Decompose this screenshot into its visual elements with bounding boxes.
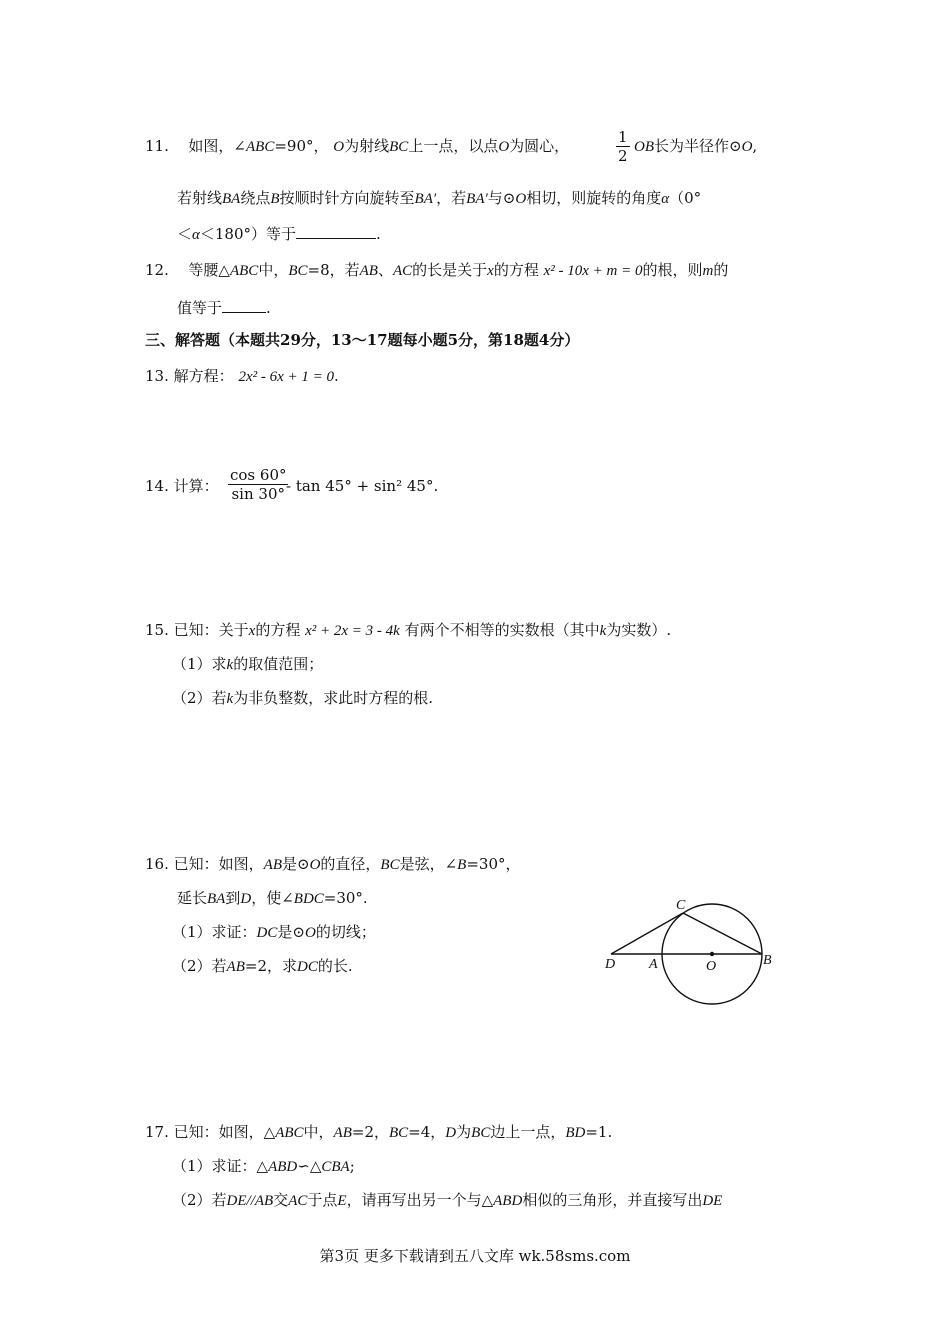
text: 的直径，	[320, 855, 381, 873]
equation: 2x² - 6x + 1 = 0	[238, 369, 334, 385]
text: AB	[359, 263, 378, 279]
text: ABC	[275, 1125, 304, 1141]
q15-part2	[172, 688, 433, 709]
text: 的方程	[493, 261, 539, 279]
text: 交	[273, 1191, 289, 1209]
text: =1.	[585, 1123, 613, 1141]
page-footer: 第3页 更多下载请到五八文库 wk.58sms.com	[319, 1247, 631, 1265]
text: BA′	[466, 191, 488, 207]
text: B	[270, 191, 280, 207]
text: O	[333, 139, 345, 155]
q17-part1	[172, 1156, 355, 1177]
text: k	[599, 623, 607, 639]
text: （2）若	[172, 957, 227, 975]
text: ,	[752, 137, 758, 155]
label-d: D	[605, 957, 616, 972]
text: 延长	[177, 889, 208, 907]
text: =2，求	[244, 957, 297, 975]
text: BA	[222, 191, 241, 207]
text: BC	[389, 1125, 409, 1141]
text: =30°，	[466, 855, 521, 873]
text: BD	[565, 1125, 586, 1141]
equation: x² - 10x + m = 0	[543, 263, 643, 279]
text: 到	[225, 889, 241, 907]
text: 的长.	[317, 957, 353, 975]
q14-fraction	[228, 466, 288, 503]
text: 是⊙	[281, 855, 310, 873]
label-c: C	[676, 898, 686, 913]
text: k	[226, 691, 234, 707]
text: AB	[263, 857, 282, 873]
q16-geometry-figure	[596, 890, 786, 1020]
q16-line2	[177, 888, 368, 909]
q16-part2	[172, 956, 353, 977]
text: ＜	[177, 225, 193, 243]
text: 的方程	[255, 621, 301, 639]
text: AB	[254, 1193, 274, 1209]
text: B	[457, 857, 467, 873]
text: ABD	[268, 1159, 298, 1175]
text: 、	[377, 261, 393, 279]
text: x	[487, 263, 494, 279]
text: D	[240, 891, 252, 907]
label-o: O	[706, 959, 717, 974]
text: =30°.	[323, 889, 368, 907]
text: 已知：关于	[173, 621, 249, 639]
text: x	[248, 623, 256, 639]
answer-blank[interactable]	[222, 298, 266, 313]
q11-number: 11.	[145, 137, 169, 155]
q13	[145, 366, 339, 387]
text: BC	[389, 139, 409, 155]
text: 已知：如图，	[173, 855, 264, 873]
fraction-denominator: sin 30°	[231, 485, 285, 503]
q11-line2	[177, 188, 701, 209]
text: （1）求证：	[172, 923, 257, 941]
q12-line1	[145, 260, 728, 281]
text: BC	[288, 263, 308, 279]
text: 为实数）.	[606, 621, 672, 639]
text: 边上一点，	[490, 1123, 566, 1141]
text: （0°	[669, 189, 702, 207]
text: .	[266, 299, 271, 317]
text: 计算：	[173, 477, 219, 495]
text: （2）若	[172, 689, 227, 707]
text: .	[433, 477, 439, 495]
text: 的长是关于	[412, 261, 488, 279]
q14-label	[145, 476, 219, 496]
line-dc	[611, 913, 683, 954]
q11-line1	[145, 136, 569, 157]
text: BA′	[414, 191, 437, 207]
text: ABC	[229, 263, 259, 279]
text: DC	[297, 959, 318, 975]
text: 解方程：	[173, 367, 234, 385]
text: 是⊙	[277, 923, 305, 941]
text: 若射线	[177, 189, 223, 207]
q14-number: 14.	[145, 477, 169, 495]
text: BDC	[293, 891, 324, 907]
fraction-numerator: 1	[618, 128, 628, 146]
text: k	[226, 657, 234, 673]
text: .	[376, 225, 381, 243]
text: α	[661, 191, 670, 207]
label-b: B	[763, 953, 772, 968]
text: 按顺时针方向旋转至	[279, 189, 415, 207]
q11-fraction	[616, 128, 630, 165]
text: =8，若	[307, 261, 360, 279]
text: OB	[634, 139, 654, 155]
q16-part1	[172, 922, 376, 943]
text: =90°，	[274, 137, 329, 155]
q11-line3	[177, 224, 381, 245]
text: BC	[380, 857, 400, 873]
text: ∽△	[297, 1157, 322, 1175]
text: CBA	[321, 1159, 350, 1175]
text: 相切，则旋转的角度	[526, 189, 662, 207]
text: 为非负整数，求此时方程的根.	[233, 689, 433, 707]
q15-part1	[172, 654, 323, 675]
fraction-numerator: cos 60°	[230, 466, 287, 484]
text: AC	[392, 263, 413, 279]
text: （2）若	[172, 1191, 227, 1209]
text: O	[304, 925, 316, 941]
text: ，使∠	[251, 889, 294, 907]
text: DC	[256, 925, 278, 941]
text: =2，	[351, 1123, 389, 1141]
text: 的	[713, 261, 729, 279]
text: 中，	[258, 261, 289, 279]
q17-line1	[145, 1122, 612, 1143]
text: O	[498, 139, 510, 155]
text: 的根，则	[642, 261, 703, 279]
text: ，请再写出另一个与△	[346, 1191, 494, 1209]
text: O	[309, 857, 321, 873]
text: m	[702, 263, 714, 279]
text: 为射线	[344, 137, 390, 155]
text: BC	[471, 1125, 491, 1141]
equation: x² + 2x = 3 - 4k	[305, 623, 400, 639]
text: 上一点，以点	[408, 137, 499, 155]
text: BA	[207, 891, 226, 907]
text: 的切线；	[315, 923, 376, 941]
q15-number: 15.	[145, 621, 169, 639]
text: //	[246, 1193, 255, 1209]
fraction-denominator: 2	[618, 147, 628, 165]
text: α	[192, 227, 200, 243]
text: ;	[349, 1157, 355, 1175]
q12-number: 12.	[145, 261, 169, 279]
text: DE	[702, 1193, 723, 1209]
text: O	[515, 191, 527, 207]
text: 于点	[307, 1191, 338, 1209]
text: AB	[333, 1125, 352, 1141]
q16-line1	[145, 854, 521, 875]
text: AC	[288, 1193, 308, 1209]
text: 是弦，∠	[399, 855, 458, 873]
line-cb	[683, 913, 762, 954]
text: 已知：如图，△	[173, 1123, 276, 1141]
text: DE	[226, 1193, 247, 1209]
expression: - tan 45° + sin² 45°	[286, 477, 434, 495]
text: 等腰△	[188, 261, 230, 279]
text: 有两个不相等的实数根（其中	[404, 621, 600, 639]
answer-blank[interactable]	[296, 224, 376, 239]
text: .	[334, 367, 339, 385]
q14-rest	[286, 476, 438, 496]
q12-line2	[177, 298, 271, 318]
text: E	[337, 1193, 347, 1209]
text: 长为半径作⊙	[654, 137, 742, 155]
text: （1）求	[172, 655, 227, 673]
q16-number: 16.	[145, 855, 169, 873]
text: ABC	[246, 139, 275, 155]
q11-line1-tail	[634, 136, 757, 157]
label-a: A	[649, 957, 658, 972]
q13-number: 13.	[145, 367, 169, 385]
text: 中，	[303, 1123, 334, 1141]
text: D	[445, 1125, 457, 1141]
q15-line1	[145, 620, 671, 641]
text: 相似的三角形，并直接写出	[522, 1191, 703, 1209]
text: ，若	[436, 189, 467, 207]
text: 为	[456, 1123, 472, 1141]
text: 的取值范围；	[233, 655, 324, 673]
text: 如图，∠	[188, 137, 246, 155]
text: =4，	[408, 1123, 446, 1141]
text: O	[741, 139, 753, 155]
text: 绕点	[240, 189, 271, 207]
q17-part2	[172, 1190, 722, 1211]
text: 与⊙	[487, 189, 516, 207]
text: ＜180°）等于	[199, 225, 297, 243]
text: ABD	[493, 1193, 523, 1209]
text: （1）求证：△	[172, 1157, 269, 1175]
center-point	[710, 952, 714, 956]
section-heading: 三、解答题（本题共29分，13～17题每小题5分，第18题4分）	[145, 331, 580, 349]
text: AB	[226, 959, 245, 975]
q17-number: 17.	[145, 1123, 169, 1141]
text: 为圆心，	[509, 137, 570, 155]
text: 值等于	[177, 299, 223, 317]
